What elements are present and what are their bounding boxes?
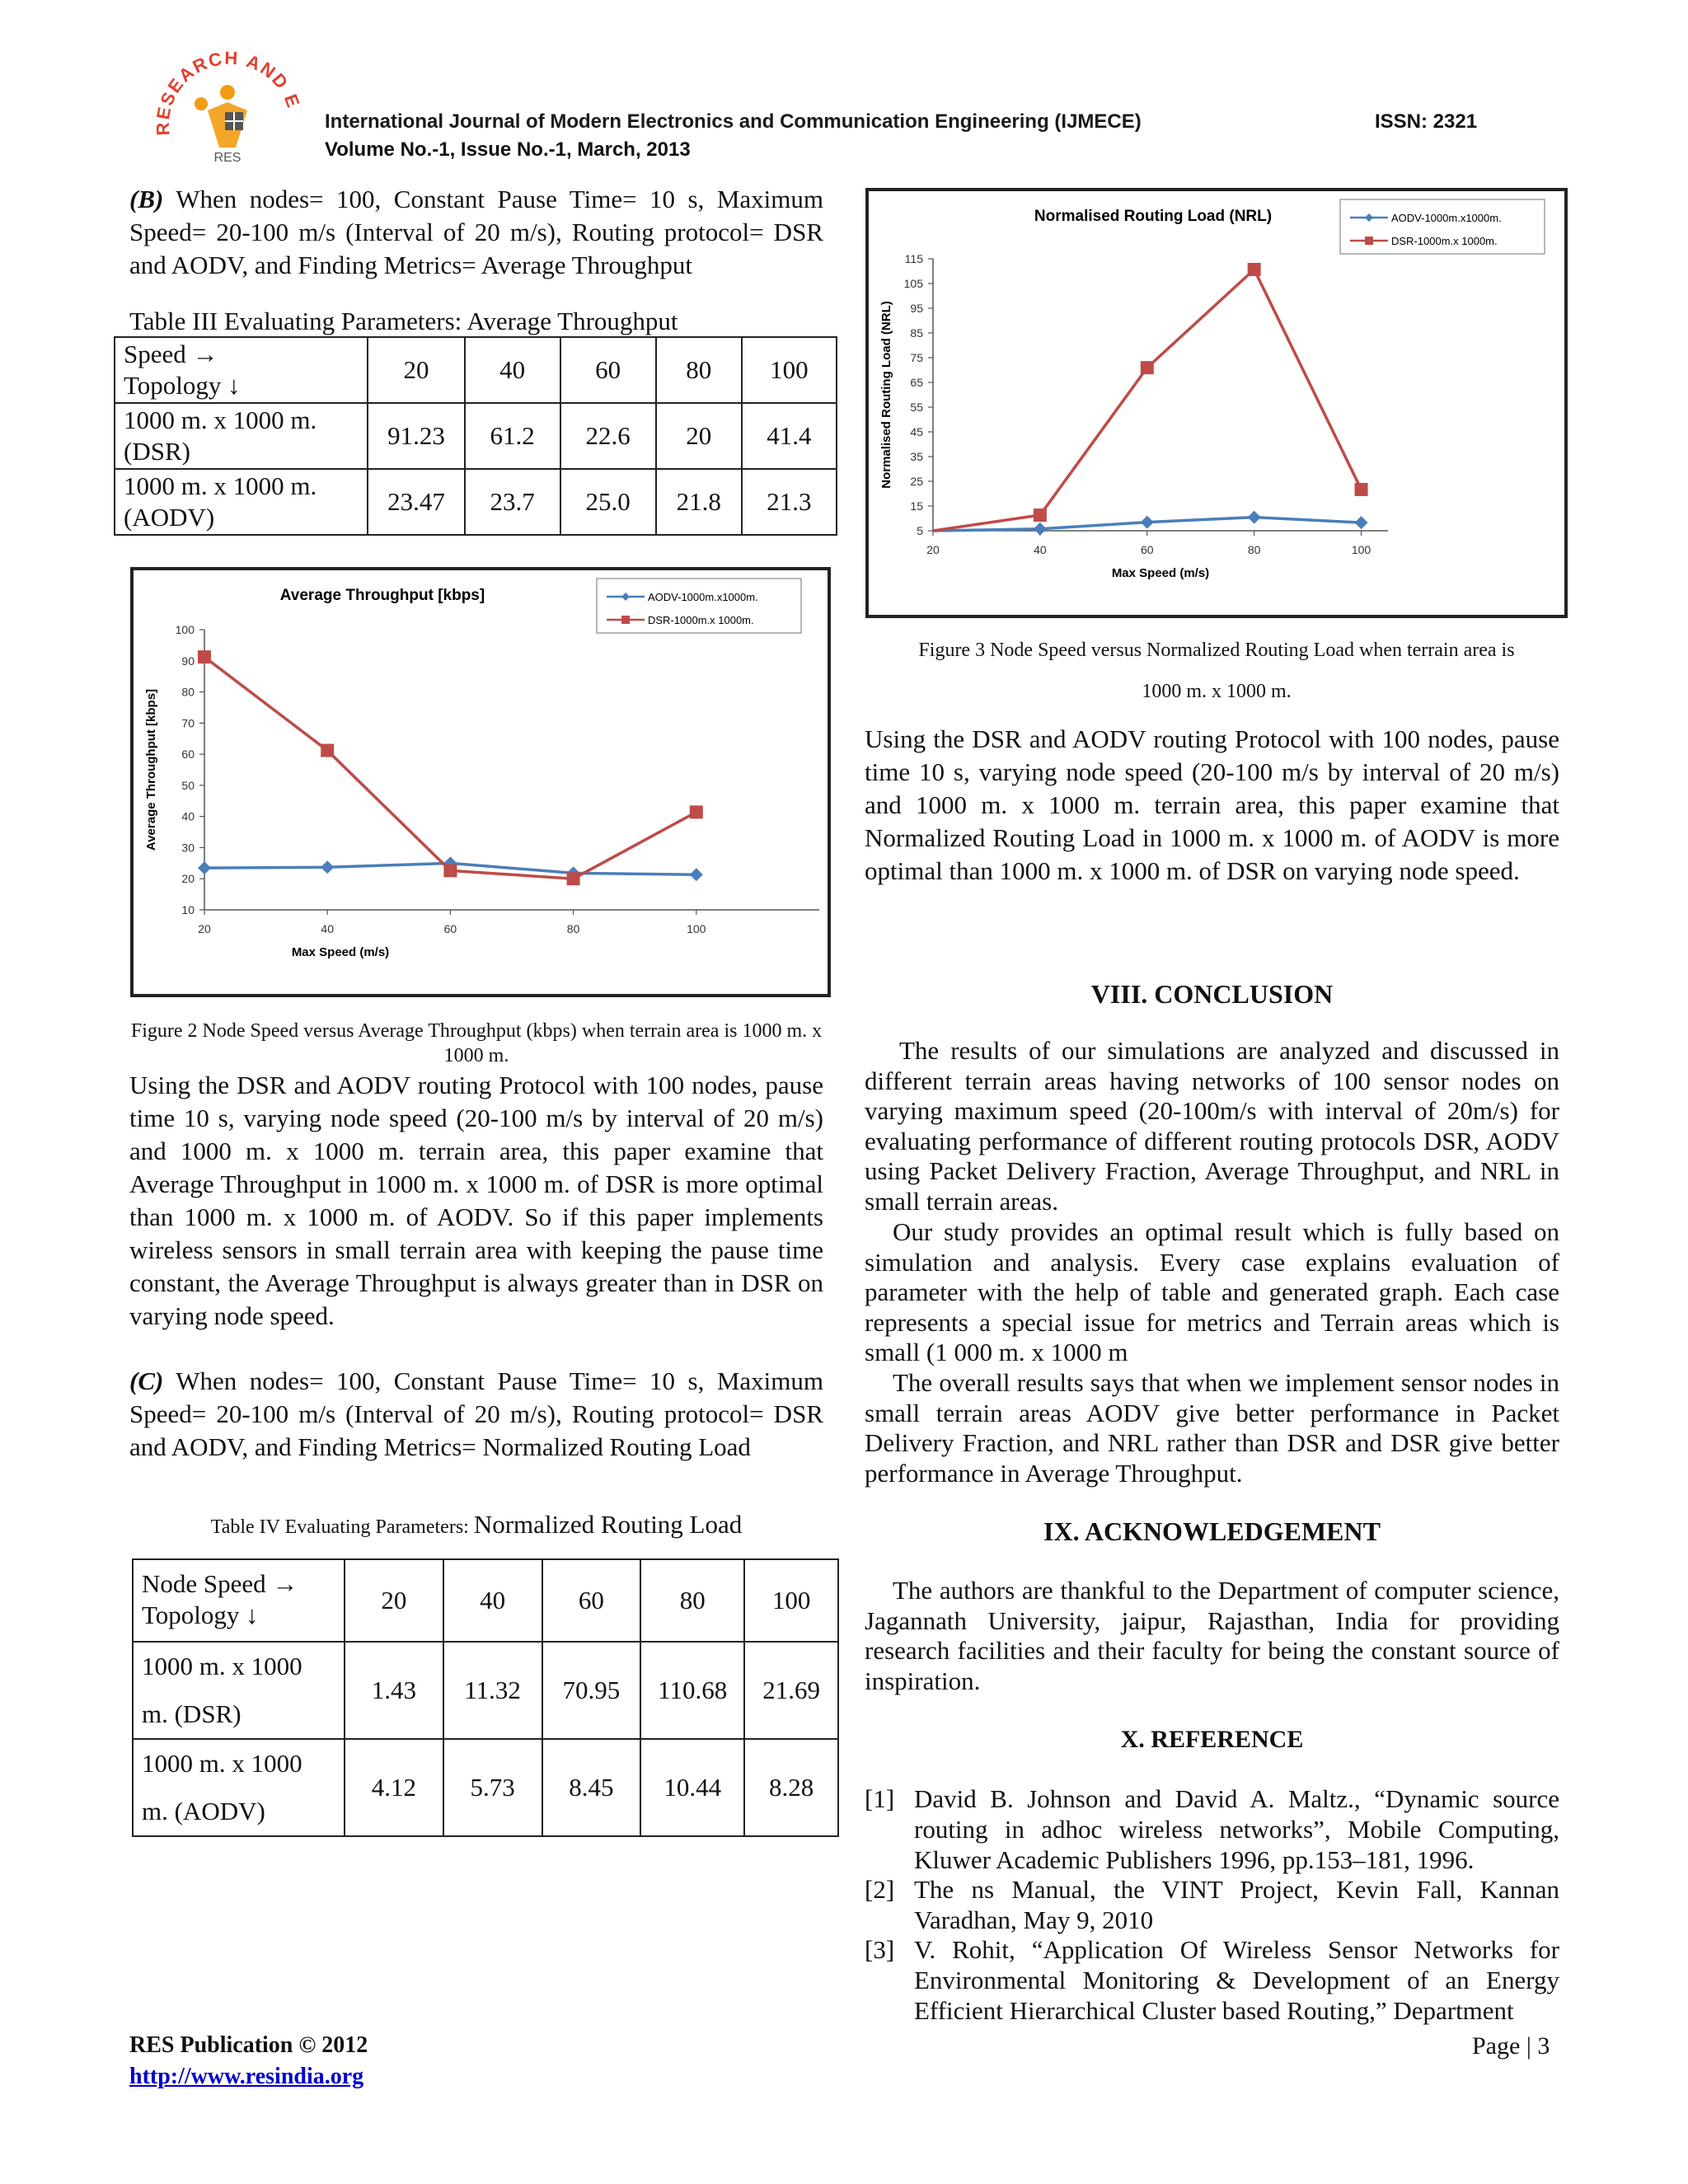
x-tick-label: 80 <box>1247 543 1261 556</box>
figure2-caption: Figure 2 Node Speed versus Average Throughput (kbps) when terrain area is 1000 m. x 1000 m. <box>130 1020 823 1066</box>
table3-row-label-b: (DSR) <box>124 437 190 466</box>
figure3-caption-line1: Figure 3 Node Speed versus Normalized Routing Load when terrain area is <box>918 640 1515 661</box>
legend-marker <box>1365 237 1373 245</box>
x-tick-label: 40 <box>1034 543 1047 556</box>
reference-number: [1] <box>865 1784 895 1813</box>
table3-row <box>115 469 837 535</box>
aodv-data-point <box>321 860 334 874</box>
table3-cell: 20 <box>656 403 742 469</box>
reference-text: V. Rohit, “Application Of Wireless Sensor Networks for Environmental Monitoring & Development of an Energy Efficient Hierarchical Cluster based Routing,” Department <box>914 1935 1559 2025</box>
table4-speed-cell: 60 <box>542 1559 641 1642</box>
table4-cell: 1.43 <box>345 1642 443 1739</box>
table3-speed-cell: 20 <box>368 337 464 403</box>
table3-row <box>115 403 837 469</box>
table3-row-label <box>115 403 368 469</box>
dsr-data-point <box>443 864 457 877</box>
y-tick-label: 25 <box>910 475 923 488</box>
table4-row-label-b: m. (DSR) <box>142 1699 241 1728</box>
x-tick-label: 100 <box>687 922 706 935</box>
page-number: Page | 3 <box>1472 2032 1550 2060</box>
table3-cell: 23.47 <box>368 469 464 535</box>
table4-speed-cell: 20 <box>345 1559 443 1642</box>
table3-cell: 61.2 <box>465 403 560 469</box>
y-tick-label: 70 <box>181 716 195 730</box>
x-tick-label: 20 <box>926 543 940 556</box>
figure3-svg <box>869 191 1564 615</box>
dsr-data-point <box>1034 509 1047 522</box>
table4-corner-cell <box>133 1559 345 1642</box>
society-logo <box>145 36 310 185</box>
figure3-chart <box>865 188 1568 618</box>
legend-entry: AODV-1000m.x1000m. <box>648 591 758 603</box>
legend-entry: AODV-1000m.x1000m. <box>1391 212 1502 224</box>
y-axis-label: Normalised Routing Load (NRL) <box>879 301 893 489</box>
table4-title-metric: Normalized Routing Load <box>473 1510 743 1539</box>
section-c-label: (C) <box>129 1366 164 1395</box>
dsr-data-point <box>1248 263 1261 276</box>
y-tick-label: 105 <box>903 277 923 290</box>
reference-item <box>865 1783 1559 1876</box>
y-tick-label: 5 <box>917 524 923 537</box>
section-b-label: (B) <box>129 185 164 213</box>
y-tick-label: 95 <box>910 302 923 315</box>
y-tick-label: 50 <box>181 778 195 792</box>
section-c-paragraph <box>129 1365 823 1464</box>
table4-cell: 10.44 <box>640 1739 744 1836</box>
x-tick-label: 80 <box>566 922 580 935</box>
conclusion-paragraph-2: Our study provides an optimal result which is fully based on simulation and analysis. Every case explains evaluation of parameter with the help of table and generated graph. Each case represents a special issue for metrics and Terrain areas which is small (1 000 m. x 1000 m <box>865 1217 1559 1367</box>
reference-item <box>865 1874 1559 1936</box>
y-tick-label: 85 <box>910 326 923 340</box>
volume-issue: Volume No.-1, Issue No.-1, March, 2013 <box>325 138 691 161</box>
table4-header-row <box>133 1559 838 1642</box>
table3-cell: 25.0 <box>560 469 656 535</box>
table4 <box>132 1558 839 1837</box>
figure2-chart <box>130 567 831 997</box>
table3-speed-cell: 60 <box>560 337 656 403</box>
issn: ISSN: 2321 <box>1375 110 1478 133</box>
y-tick-label: 80 <box>181 685 195 699</box>
dsr-data-point <box>198 650 211 663</box>
table3-cell: 41.4 <box>742 403 837 469</box>
x-tick-label: 60 <box>443 922 457 935</box>
reference-item <box>865 1934 1559 2027</box>
y-tick-label: 60 <box>181 748 195 762</box>
table3-row-label-a: 1000 m. x 1000 m. <box>124 405 317 434</box>
footer-publication: RES Publication © 2012 <box>129 2032 368 2058</box>
table4-row-label-a: 1000 m. x 1000 <box>142 1749 302 1778</box>
y-tick-label: 75 <box>910 351 923 364</box>
table4-row-label-a: 1000 m. x 1000 <box>142 1652 302 1680</box>
y-tick-label: 65 <box>910 376 923 389</box>
table4-speed-cell: 40 <box>443 1559 542 1642</box>
table3-row-label-a: 1000 m. x 1000 m. <box>124 471 317 500</box>
table4-cell: 21.69 <box>744 1642 838 1739</box>
aodv-data-point <box>1355 516 1368 529</box>
table3-cell: 21.3 <box>742 469 837 535</box>
aodv-data-point <box>690 868 703 881</box>
table3-topology-head: Topology ↓ <box>124 371 241 400</box>
table3-row-label-b: (AODV) <box>124 503 215 532</box>
table4-cell: 110.68 <box>640 1642 744 1739</box>
y-tick-label: 100 <box>175 623 195 636</box>
table4-row-label-b: m. (AODV) <box>142 1797 265 1825</box>
y-tick-label: 55 <box>910 401 923 414</box>
table4-cell: 5.73 <box>443 1739 542 1836</box>
acknowledgement-text: The authors are thankful to the Department of computer science, Jagannath University, jaipur, Rajasthan, India for providing research facilities and their faculty for being the constant source of inspiration. <box>865 1576 1559 1695</box>
y-tick-label: 10 <box>181 903 195 916</box>
logo-ring-text: RESEARCH AND E <box>152 47 305 137</box>
chart-title: Average Throughput [kbps] <box>279 587 485 604</box>
aodv-data-point <box>198 861 211 874</box>
figure3-caption-line2: 1000 m. x 1000 m. <box>1142 681 1292 702</box>
y-tick-label: 90 <box>181 654 195 668</box>
y-tick-label: 45 <box>910 425 923 438</box>
table4-row <box>133 1642 838 1739</box>
conclusion-paragraph-1: The results of our simulations are analyzed and discussed in different terrain areas having networks of 100 sensor nodes on varying maximum speed (20-100m/s with interval of 20m/s) for evaluating performance of different routing protocols DSR, AODV using Packet Delivery Fraction, Average Throughput, and NRL in small terrain areas. <box>865 1036 1559 1216</box>
table3-row-label <box>115 469 368 535</box>
journal-title: International Journal of Modern Electronics and Communication Engineering (IJMECE) <box>325 110 1142 133</box>
x-tick-label: 60 <box>1140 543 1154 556</box>
table4-row-label <box>133 1642 345 1739</box>
legend-marker <box>621 616 630 624</box>
table3-cell: 22.6 <box>560 403 656 469</box>
table4-cell: 11.32 <box>443 1642 542 1739</box>
x-tick-label: 100 <box>1351 543 1372 556</box>
reference-number: [3] <box>865 1935 895 1964</box>
table4-row-label <box>133 1739 345 1836</box>
table3-cell: 91.23 <box>368 403 464 469</box>
reference-number: [2] <box>865 1875 895 1904</box>
x-tick-label: 20 <box>198 922 211 935</box>
table3-title: Table III Evaluating Parameters: Average Throughput <box>129 307 678 335</box>
reference-text: David B. Johnson and David A. Maltz., “Dynamic source routing in adhoc wireless networks”, Mobile Computing, Kluwer Academic Publishers 1996, pp.153–181, 1996. <box>914 1784 1559 1874</box>
table3-speed-cell: 100 <box>742 337 837 403</box>
table4-speed-head: Node Speed → <box>142 1569 298 1598</box>
section-c-text: When nodes= 100, Constant Pause Time= 10 s, Maximum Speed= 20-100 m/s (Interval of 20 m/s), Routing protocol= DSR and AODV, and Finding Metrics= Normalized Routing Load <box>129 1366 823 1461</box>
conclusion-heading: VIII. CONCLUSION <box>1090 979 1334 1009</box>
y-axis-label: Average Throughput [kbps] <box>144 688 158 851</box>
table4-title <box>129 1510 823 1540</box>
table3-speed-head: Speed → <box>124 340 218 368</box>
y-tick-label: 115 <box>904 252 923 265</box>
dsr-data-point <box>321 744 334 757</box>
table4-cell: 8.45 <box>542 1739 641 1836</box>
footer-website-link[interactable]: http://www.resindia.org <box>129 2064 364 2089</box>
chart-title: Normalised Routing Load (NRL) <box>1034 208 1273 225</box>
conclusion-paragraph-3: The overall results says that when we implement sensor nodes in small terrain areas AODV give better performance in Packet Delivery Fraction, and NRL rather than DSR and DSR give better performance in Average Throughput. <box>865 1368 1559 1488</box>
table3-header-row <box>115 337 837 403</box>
y-tick-label: 20 <box>181 872 195 886</box>
table4-speed-cell: 100 <box>744 1559 838 1642</box>
legend-entry: DSR-1000m.x 1000m. <box>1391 235 1498 247</box>
x-axis-label: Max Speed (m/s) <box>1111 566 1210 580</box>
aodv-data-point <box>1141 516 1154 529</box>
table4-row <box>133 1739 838 1836</box>
table4-cell: 8.28 <box>744 1739 838 1836</box>
figure2-discussion: Using the DSR and AODV routing Protocol with 100 nodes, pause time 10 s, varying node speed (20-100 m/s by interval of 20 m/s) and 1000 m. x 1000 m. terrain area, this paper examine that Average Throughput in 1000 m. x 1000 m. of DSR is more optimal than 1000 m. x 1000 m. of AODV. So if this paper implements wireless sensors in small terrain area with keeping the pause time constant, the Average Throughput is always greater than in DSR on varying node speed. <box>129 1071 823 1330</box>
y-tick-label: 30 <box>181 841 195 855</box>
aodv-data-point <box>1034 523 1047 536</box>
y-tick-label: 15 <box>910 499 923 513</box>
dsr-data-point <box>1141 361 1154 374</box>
reference-text: The ns Manual, the VINT Project, Kevin Fall, Kannan Varadhan, May 9, 2010 <box>914 1875 1559 1934</box>
logo-mark-text: RES <box>213 151 241 165</box>
dsr-data-point <box>690 805 703 818</box>
table3-cell: 21.8 <box>656 469 742 535</box>
legend-entry: DSR-1000m.x 1000m. <box>648 614 754 626</box>
dsr-data-point <box>567 872 580 885</box>
table3-speed-cell: 80 <box>656 337 742 403</box>
acknowledgement-heading: IX. ACKNOWLEDGEMENT <box>1043 1516 1381 1546</box>
table3-cell: 23.7 <box>465 469 560 535</box>
y-tick-label: 40 <box>181 809 195 823</box>
table3 <box>114 336 837 536</box>
reference-heading: X. REFERENCE <box>1120 1726 1304 1753</box>
aodv-data-point <box>1248 511 1261 524</box>
dsr-data-point <box>1355 483 1368 496</box>
series-line-dsr <box>204 657 696 879</box>
x-axis-label: Max Speed (m/s) <box>291 945 390 959</box>
table4-speed-cell: 80 <box>640 1559 744 1642</box>
table3-corner-cell <box>115 337 368 403</box>
section-b-paragraph <box>129 183 823 282</box>
x-tick-label: 40 <box>321 922 334 935</box>
figure3-discussion: Using the DSR and AODV routing Protocol with 100 nodes, pause time 10 s, varying node speed (20-100 m/s by interval of 20 m/s) and 1000 m. x 1000 m. terrain area, this paper examine that Normalized Routing Load in 1000 m. x 1000 m. of AODV is more optimal than 1000 m. x 1000 m. of DSR on varying node speed. <box>865 724 1559 885</box>
series-line-dsr <box>933 269 1362 531</box>
y-tick-label: 35 <box>910 450 923 463</box>
table4-topology-head: Topology ↓ <box>142 1601 259 1629</box>
figure2-svg <box>134 570 828 994</box>
table3-speed-cell: 40 <box>465 337 560 403</box>
table4-title-prefix: Table IV Evaluating Parameters: <box>210 1516 474 1538</box>
table4-cell: 70.95 <box>542 1642 641 1739</box>
section-b-text: When nodes= 100, Constant Pause Time= 10 s, Maximum Speed= 20-100 m/s (Interval of 20 m/s), Routing protocol= DSR and AODV, and Finding Metrics= Average Throughput <box>129 185 823 279</box>
table4-cell: 4.12 <box>345 1739 443 1836</box>
